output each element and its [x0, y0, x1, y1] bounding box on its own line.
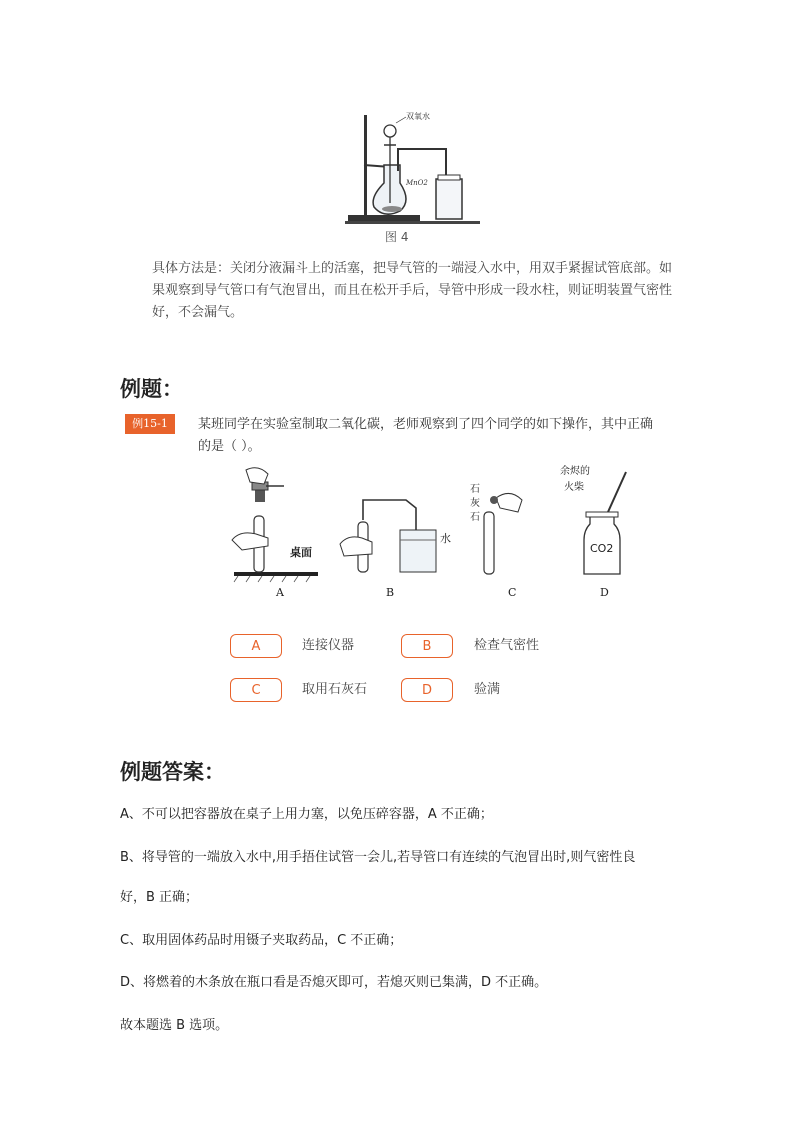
operation-c-illustration [470, 483, 522, 599]
caption-d: D [600, 586, 609, 599]
example-heading: 例题： [120, 377, 183, 401]
label-hydrogen-peroxide: 双氧水 [406, 112, 430, 121]
mno2-powder [382, 206, 402, 212]
label-water: 水 [440, 532, 451, 545]
answer-line-b-cont: 好，B 正确； [120, 890, 199, 905]
option-a-text: 连接仪器 [302, 638, 355, 653]
stand-base [348, 215, 420, 221]
label-limestone-1: 石 [470, 484, 480, 495]
label-match-1: 余烬的 [560, 466, 590, 477]
label-limestone [470, 483, 483, 523]
separating-funnel [384, 125, 396, 137]
option-c-button[interactable]: C [230, 678, 282, 702]
caption-a: A [276, 586, 284, 599]
operation-a-illustration [232, 468, 318, 599]
label-mno2: MnO2 [406, 179, 428, 187]
option-a-button[interactable]: A [230, 634, 282, 658]
method-paragraph: 具体方法是：关闭分液漏斗上的活塞，把导气管的一端浸入水中，用双手紧握试管底部。如果观察到导气管口有气泡冒出，而且在松开手后，导管中形成一段水柱，则证明装置气密性好，不会漏气。 [152, 261, 673, 320]
label-desk: 桌面 [290, 546, 312, 559]
example-tag: 例15-1 [125, 414, 175, 434]
answer-line-a: A、不可以把容器放在桌子上用力塞，以免压碎容器，A 不正确； [120, 807, 493, 822]
label-match-2: 火柴 [564, 482, 584, 493]
option-b-button[interactable]: B [401, 634, 453, 658]
label-limestone-2: 灰 [470, 498, 480, 509]
answer-heading: 例题答案： [120, 760, 225, 784]
answer-line-b: B、将导管的一端放入水中,用手捂住试管一会儿,若导管口有连续的气泡冒出时,则气密性良 [120, 850, 636, 865]
operation-b-illustration [340, 500, 451, 599]
caption-b: B [386, 586, 395, 599]
answer-conclusion: 故本题选 B 选项。 [120, 1018, 229, 1033]
operation-d-illustration [560, 464, 626, 599]
option-d-text: 验满 [474, 682, 501, 697]
option-b-text: 检查气密性 [474, 638, 540, 653]
option-c-text: 取用石灰石 [302, 682, 368, 697]
option-d-button[interactable]: D [401, 678, 453, 702]
answer-line-c: C、取用固体药品时用镊子夹取药品，C 不正确； [120, 933, 403, 948]
label-co2: CO2 [590, 542, 614, 555]
label-limestone-3: 石 [470, 512, 480, 523]
figure-operations-abcd [228, 460, 628, 600]
figure-4-caption: 图 4 [385, 230, 409, 244]
example-question: 某班同学在实验室制取二氧化碳，老师观察到了四个同学的如下操作，其中正确的是（ ）。 [198, 417, 654, 454]
label-match [560, 464, 593, 493]
water-jar [436, 179, 462, 219]
caption-c: C [508, 586, 517, 599]
answer-line-d: D、将燃着的木条放在瓶口看是否熄灭即可，若熄灭则已集满，D 不正确。 [120, 975, 548, 990]
figure-4-apparatus [340, 105, 490, 245]
